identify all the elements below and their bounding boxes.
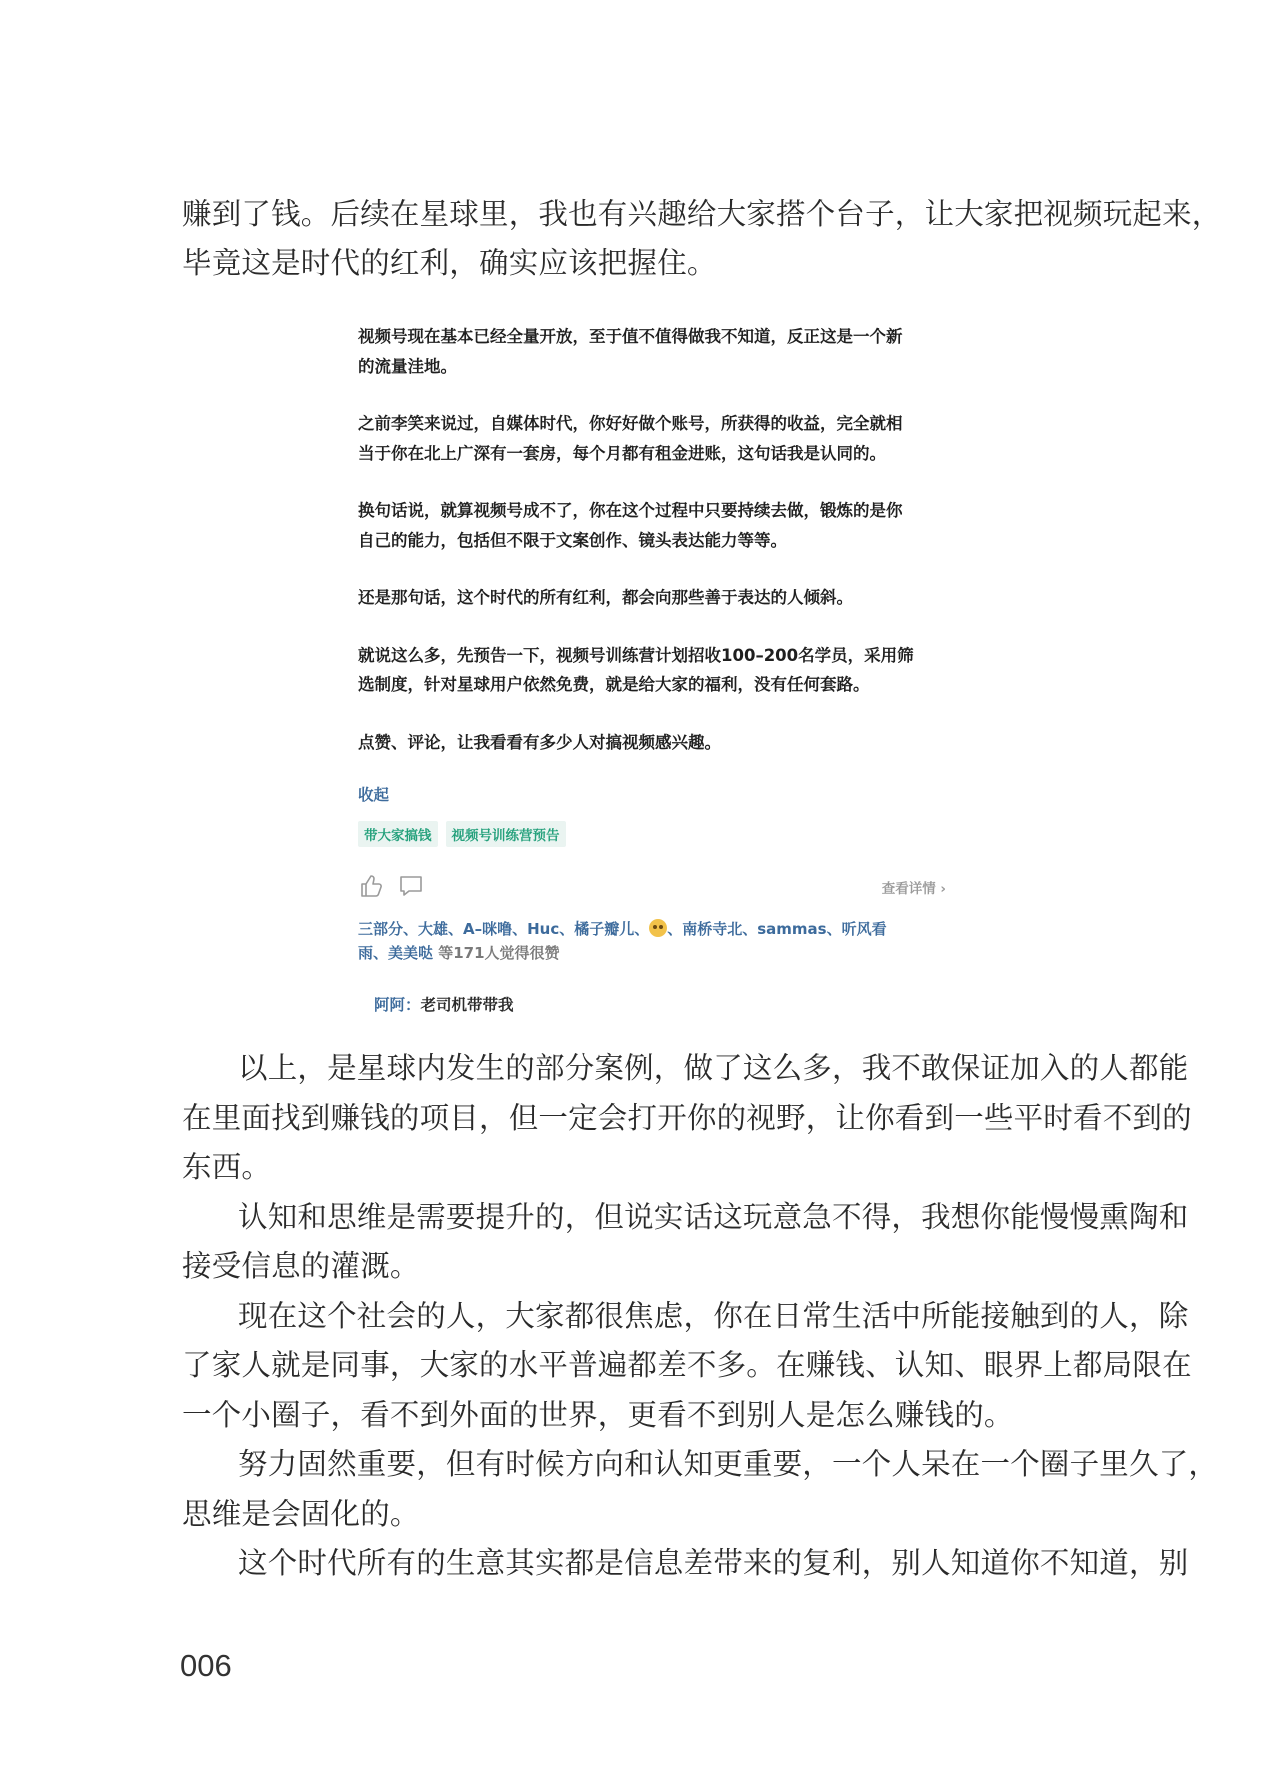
post-line: 自己的能力，包括但不限于文案创作、镜头表达能力等等。 [358, 530, 787, 550]
body-text [182, 1044, 1219, 1589]
comment-text: 老司机带带我 [420, 996, 514, 1014]
post-paragraph [358, 322, 948, 381]
body-line: 一个小圈子，看不到外面的世界，更看不到别人是怎么赚钱的。 [182, 1397, 1014, 1432]
post-line: 的流量洼地。 [358, 356, 457, 376]
body-paragraph [182, 1539, 1189, 1589]
liker-names[interactable]: 雨、美美哒 [358, 944, 434, 962]
tag-list [358, 821, 948, 847]
body-line: 现在这个社会的人，大家都很焦虑，你在日常生活中所能接触到的人，除 [238, 1298, 1189, 1333]
likes-list [358, 917, 948, 965]
body-line: 了家人就是同事，大家的水平普遍都差不多。在赚钱、认知、眼界上都局限在 [182, 1348, 1192, 1382]
comment-author[interactable]: 阿阿： [374, 996, 421, 1014]
body-line: 努力固然重要，但有时候方向和认知更重要，一个人呆在一个圈子里久了， [238, 1447, 1219, 1481]
liker-names[interactable]: 三部分、大雄、A–咪噜、Huc、橘子瓣儿、 [358, 920, 650, 938]
post-paragraph [358, 496, 948, 555]
post-line: 选制度，针对星球用户依然免费，就是给大家的福利，没有任何套路。 [358, 675, 870, 694]
post-line: 换句话说，就算视频号成不了，你在这个过程中只要持续去做，锻炼的是你 [358, 501, 903, 520]
embedded-post-screenshot [358, 322, 948, 1015]
comment-item [374, 993, 948, 1015]
body-line: 以上，是星球内发生的部分案例，做了这么多，我不敢保证加入的人都能 [238, 1051, 1189, 1085]
post-line: 点赞、评论，让我看看有多少人对搞视频感兴趣。 [358, 732, 721, 752]
likes-line [358, 917, 948, 941]
post-paragraph [358, 728, 948, 758]
comment-icon[interactable] [398, 873, 424, 899]
likes-count: 等171人觉得很赞 [433, 944, 560, 962]
body-paragraph [182, 1044, 1192, 1193]
tag-make-money[interactable]: 带大家搞钱 [358, 821, 438, 847]
collapse-link[interactable]: 收起 [358, 786, 390, 804]
body-line: 接受信息的灌溉。 [182, 1249, 420, 1283]
post-paragraph [358, 641, 948, 700]
intro-line: 赚到了钱。后续在星球里，我也有兴趣给大家搭个台子，让大家把视频玩起来， [182, 197, 1222, 231]
body-line: 这个时代所有的生意其实都是信息差带来的复利，别人知道你不知道，别 [238, 1546, 1189, 1580]
emoji-avatar-icon[interactable] [649, 919, 667, 937]
page-number: 006 [180, 1648, 232, 1683]
intro-line: 毕竟这是时代的红利，确实应该把握住。 [182, 246, 717, 280]
liker-names[interactable]: 、南桥寺北、sammas、听风看 [667, 920, 887, 938]
body-line: 思维是会固化的。 [182, 1496, 420, 1531]
body-line: 在里面找到赚钱的项目，但一定会打开你的视野，让你看到一些平时看不到的 [182, 1100, 1192, 1135]
intro-text [182, 190, 1222, 288]
post-actions [358, 873, 948, 899]
post-line: 之前李笑来说过，自媒体时代，你好好做个账号，所获得的收益，完全就相 [358, 414, 903, 433]
thumbs-up-icon[interactable] [358, 873, 384, 899]
post-paragraph [358, 583, 948, 613]
body-paragraph [182, 1440, 1219, 1539]
body-paragraph [182, 1292, 1192, 1441]
body-line: 认知和思维是需要提升的，但说实话这玩意急不得，我想你能慢慢熏陶和 [238, 1199, 1189, 1234]
post-line: 就说这么多，先预告一下，视频号训练营计划招收100–200名学员，采用筛 [358, 645, 914, 665]
body-line: 东西。 [182, 1150, 272, 1184]
post-line: 还是那句话，这个时代的所有红利，都会向那些善于表达的人倾斜。 [358, 588, 853, 607]
view-detail-link[interactable]: 查看详情 › [881, 881, 946, 897]
body-paragraph [182, 1193, 1189, 1292]
tag-video-camp[interactable]: 视频号训练营预告 [446, 821, 566, 847]
post-line: 视频号现在基本已经全量开放，至于值不值得做我不知道，反正这是一个新 [358, 327, 903, 346]
post-paragraph [358, 409, 948, 468]
post-line: 当于你在北上广深有一套房，每个月都有租金进账，这句话我是认同的。 [358, 443, 886, 463]
likes-line [358, 941, 948, 965]
